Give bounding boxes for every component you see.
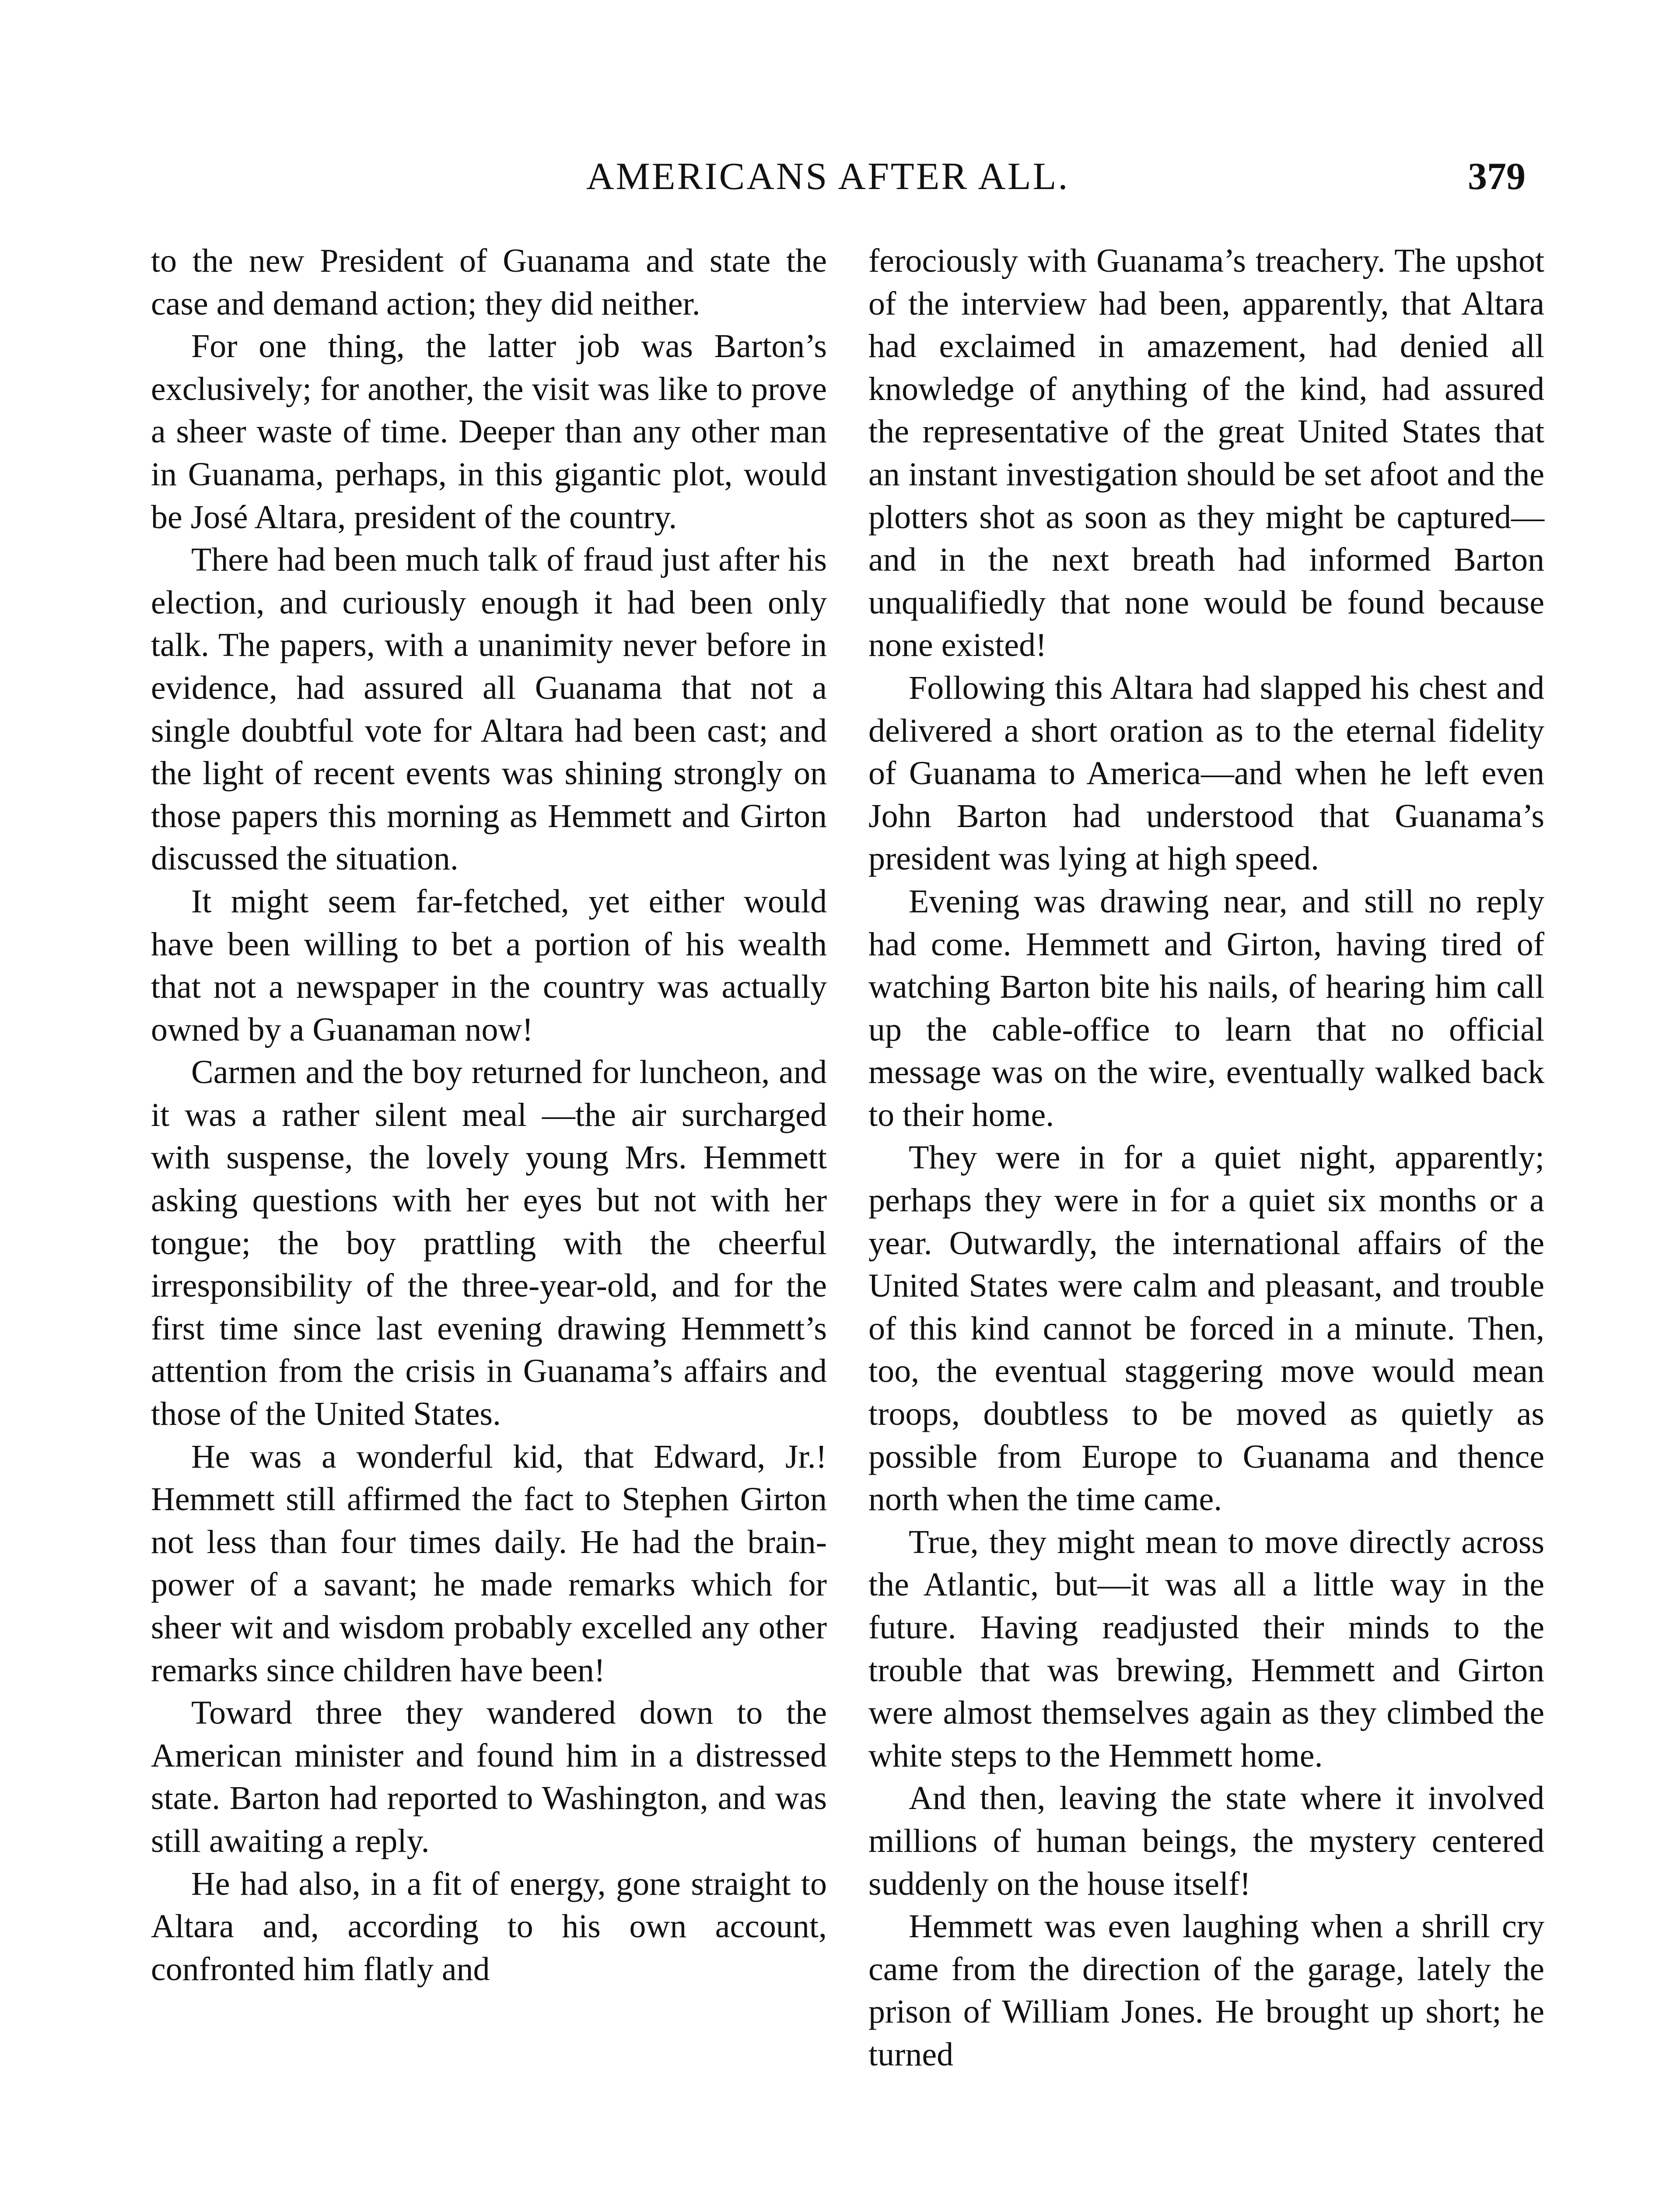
paragraph: True, they might mean to move directly across the Atlantic, but—it was all a little way in the future. Having readjusted their minds to the trouble that was brewing, Hemmett and Girton were almost themselves again as they climbed the white steps to the Hemmett home. [868,1523,1544,1774]
left-column [151,240,827,1991]
paragraph: Evening was drawing near, and still no reply had come. Hemmett and Girton, having tired of watching Barton bite his nails, of hearing him call up the cable-office to learn that no official message was on the wire, eventually walked back to their home. [868,883,1544,1133]
paragraph: Carmen and the boy returned for luncheon, and it was a rather silent meal —the air surcharged with suspense, the lovely young Mrs. Hemmett asking questions with her eyes but not with her tongue; the boy prattling with the cheerful irresponsibility of the three-year-old, and for the first time since last evening drawing Hemmett’s attention from the crisis in Guanama’s affairs and those of the United States. [151,1054,827,1433]
paragraph: It might seem far-fetched, yet either would have been willing to bet a portion of his wealth that not a newspaper in the country was actually owned by a Guanaman now! [151,883,827,1048]
running-title: AMERICANS AFTER ALL. [586,155,1070,198]
paragraph: He was a wonderful kid, that Edward, Jr.! Hemmett still affirmed the fact to Stephen Girton not less than four times daily. He had the brain-power of a savant; he made remarks which for sheer wit and wisdom probably excelled any other remarks since children have been! [151,1438,827,1689]
page-number: 379 [1468,155,1526,198]
paragraph: And then, leaving the state where it involved millions of human beings, the mystery centered suddenly on the house itself! [868,1780,1544,1902]
paragraph: Hemmett was even laughing when a shrill cry came from the direction of the garage, lately the prison of William Jones. He brought up short; he turned [868,1908,1544,2073]
paragraph: ferociously with Guanama’s treachery. The upshot of the interview had been, apparently, that Altara had exclaimed in amazement, had denied all knowledge of anything of the kind, had assured the representative of the great United States that an instant investigation should be set afoot and the plotters shot as soon as they might be captured—and in the next breath had informed Barton unqualifiedly that none would be found because none existed! [868,242,1544,664]
paragraph: He had also, in a fit of energy, gone straight to Altara and, according to his own account, confronted him flatly and [151,1865,827,1988]
paragraph: Following this Altara had slapped his chest and delivered a short oration as to the eternal fidelity of Guanama to America—and when he left even John Barton had understood that Guanama’s president was lying at high speed. [868,669,1544,877]
paragraph: For one thing, the latter job was Barton’s exclusively; for another, the visit was like to prove a sheer waste of time. Deeper than any other man in Guanama, perhaps, in this gigantic plot, would be José Altara, president of the country. [151,328,827,536]
paragraph: Toward three they wandered down to the American minister and found him in a distressed state. Barton had reported to Washington, and was still awaiting a reply. [151,1694,827,1859]
right-column [868,240,1544,2076]
paragraph: They were in for a quiet night, apparently; perhaps they were in for a quiet six months or a year. Outwardly, the international affairs of the United States were calm and pleasant, and trouble of this kind cannot be forced in a minute. Then, too, the eventual staggering move would mean troops, doubtless to be moved as quietly as possible from Europe to Guanama and thence north when the time came. [868,1139,1544,1518]
paragraph: to the new President of Guanama and state the case and demand action; they did neither. [151,242,827,322]
paragraph: There had been much talk of fraud just after his election, and curiously enough it had been only talk. The papers, with a unanimity never before in evidence, had assured all Guanama that not a single doubtful vote for Altara had been cast; and the light of recent events was shining strongly on those papers this morning as Hemmett and Girton discussed the situation. [151,541,827,877]
